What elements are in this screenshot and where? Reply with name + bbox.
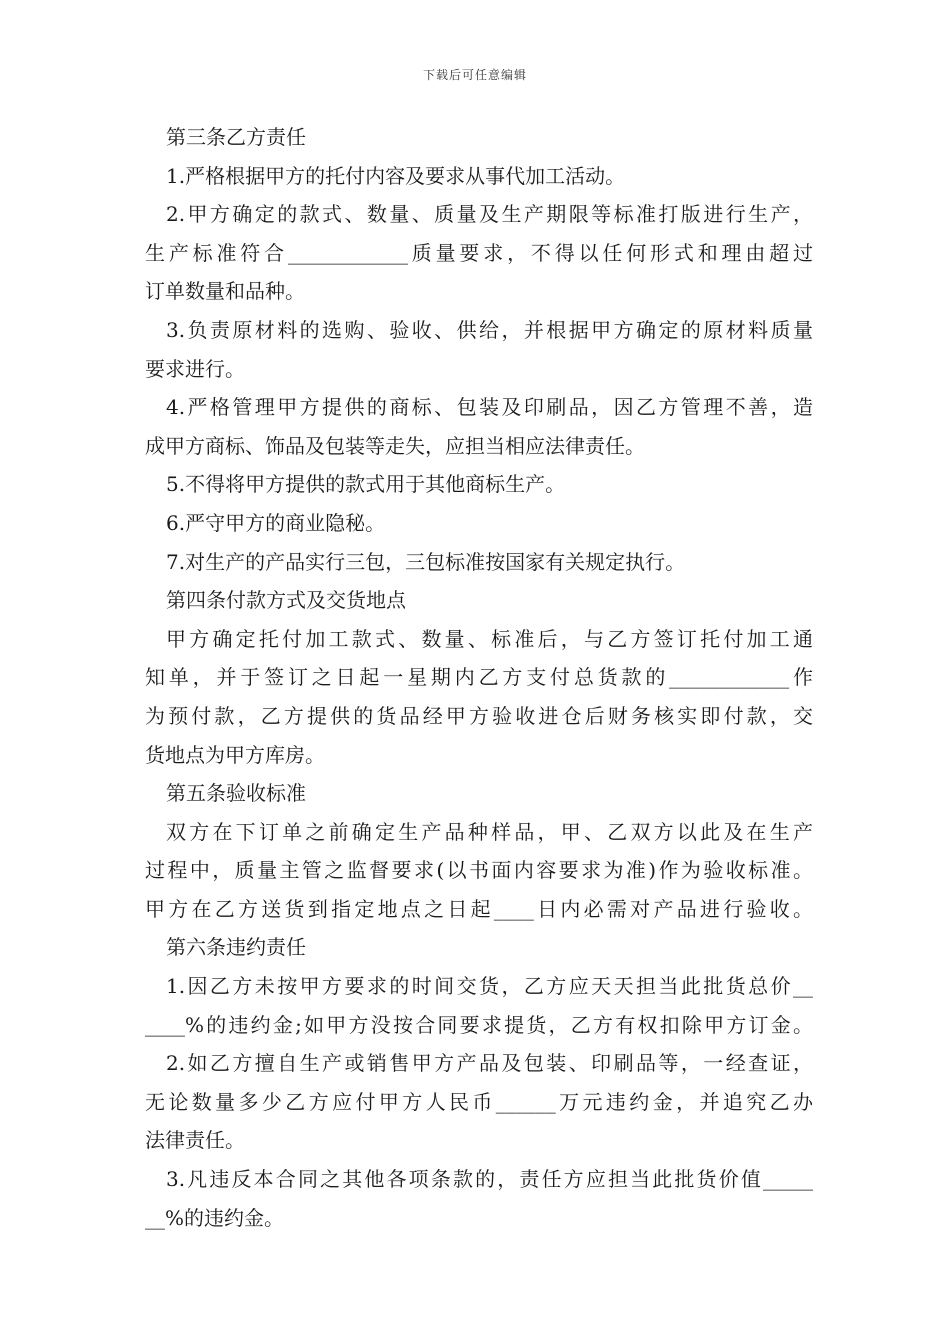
paragraph-line: 生产标准符合____________质量要求，不得以任何形式和理由超过 bbox=[145, 240, 813, 265]
document-body bbox=[145, 118, 813, 1237]
paragraph-line: __%的违约金。 bbox=[145, 1205, 285, 1230]
paragraph-line: 货地点为甲方库房。 bbox=[145, 742, 325, 767]
paragraph-line: 7.对生产的产品实行三包，三包标准按国家有关规定执行。 bbox=[166, 549, 686, 574]
section-heading: 第五条验收标准 bbox=[166, 781, 306, 806]
paragraph-line: 4.严格管理甲方提供的商标、包装及印刷品，因乙方管理不善，造 bbox=[166, 395, 813, 420]
paragraph-line: 甲方在乙方送货到指定地点之日起____日内必需对产品进行验收。 bbox=[145, 896, 813, 921]
paragraph-line: 要求进行。 bbox=[145, 356, 245, 381]
paragraph-line: 无论数量多少乙方应付甲方人民币______万元违约金，并追究乙办 bbox=[145, 1089, 813, 1114]
paragraph-line: 2.如乙方擅自生产或销售甲方产品及包装、印刷品等，一经查证， bbox=[166, 1051, 813, 1076]
section-heading: 第三条乙方责任 bbox=[166, 125, 306, 149]
paragraph-line: 知单，并于签订之日起一星期内乙方支付总货款的____________作 bbox=[145, 665, 813, 690]
paragraph-line: ____%的违约金;如甲方没按合同要求提货，乙方有权扣除甲方订金。 bbox=[145, 1012, 813, 1037]
paragraph-line: 订单数量和品种。 bbox=[145, 279, 305, 304]
paragraph-line: 甲方确定托付加工款式、数量、标准后，与乙方签订托付加工通 bbox=[166, 626, 813, 651]
paragraph-line: 过程中，质量主管之监督要求(以书面内容要求为准)作为验收标准。 bbox=[145, 858, 813, 883]
section-heading: 第六条违约责任 bbox=[166, 935, 306, 960]
paragraph-line: 3.负责原材料的选购、验收、供给，并根据甲方确定的原材料质量 bbox=[166, 317, 813, 342]
paragraph-line: 1.严格根据甲方的托付内容及要求从事代加工活动。 bbox=[166, 163, 626, 188]
paragraph-line: 为预付款，乙方提供的货品经甲方验收进仓后财务核实即付款，交 bbox=[145, 703, 813, 728]
paragraph-line: 双方在下订单之前确定生产品种样品，甲、乙双方以此及在生产 bbox=[166, 819, 813, 844]
paragraph-line: 6.严守甲方的商业隐秘。 bbox=[166, 510, 386, 535]
paragraph-line: 成甲方商标、饰品及包装等走失，应担当相应法律责任。 bbox=[145, 433, 645, 458]
paragraph-line: 5.不得将甲方提供的款式用于其他商标生产。 bbox=[166, 472, 566, 497]
paragraph-line: 2.甲方确定的款式、数量、质量及生产期限等标准打版进行生产， bbox=[166, 202, 813, 227]
page-header: 下载后可任意编辑 bbox=[422, 68, 527, 82]
paragraph-line: 1.因乙方未按甲方要求的时间交货，乙方应天天担当此批货总价__ bbox=[166, 974, 813, 999]
section-heading: 第四条付款方式及交货地点 bbox=[166, 588, 406, 613]
paragraph-line: 3.凡违反本合同之其他各项条款的，责任方应担当此批货价值_____ bbox=[166, 1167, 813, 1192]
paragraph-line: 法律责任。 bbox=[145, 1128, 245, 1153]
